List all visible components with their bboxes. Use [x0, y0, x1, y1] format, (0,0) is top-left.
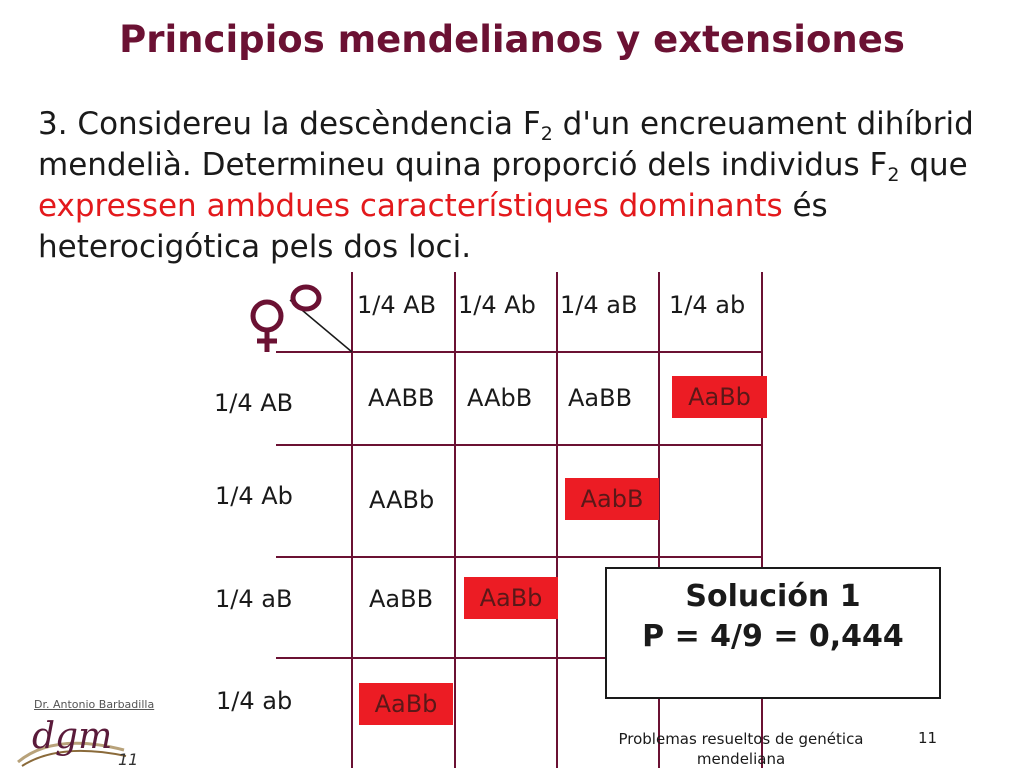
- author-link[interactable]: Dr. Antonio Barbadilla: [34, 698, 155, 711]
- col-header: 1/4 ab: [669, 291, 746, 319]
- solution-value: P = 4/9 = 0,444: [642, 619, 904, 654]
- question-part2: d'un encreuament dihíbrid mendelià. Determineu quina proporció dels individus F: [38, 106, 974, 183]
- slide-title: Principios mendelianos y extensiones: [119, 18, 905, 61]
- question-part3: que: [899, 147, 968, 183]
- solution-title: Solución 1: [685, 579, 861, 614]
- col-header: 1/4 Ab: [458, 291, 536, 319]
- punnett-cell-highlighted: AaBb: [672, 376, 767, 418]
- logo-text: dgm: [32, 716, 113, 757]
- question-part1: 3. Considereu la descèndencia F: [38, 106, 541, 142]
- col-header: 1/4 aB: [560, 291, 638, 319]
- row-header: 1/4 aB: [215, 585, 293, 613]
- punnett-cell-highlighted: AaBb: [359, 683, 453, 725]
- male-symbol-icon: [293, 287, 319, 309]
- question-sub2: 2: [887, 164, 900, 186]
- punnett-cell: AAbB: [467, 384, 533, 412]
- question-part4: és heterocigótica pels dos loci.: [38, 188, 828, 265]
- solution-box: [605, 567, 941, 699]
- question-highlight: expressen ambdues característiques dominants: [38, 188, 783, 224]
- punnett-cell: AaBB: [369, 585, 434, 613]
- row-header: 1/4 Ab: [215, 482, 293, 510]
- female-symbol-icon: [253, 302, 281, 352]
- logo-number: 11: [118, 750, 139, 769]
- dgm-logo: [14, 712, 134, 768]
- question-sub1: 2: [540, 123, 553, 145]
- punnett-cell: AaBB: [568, 384, 633, 412]
- punnett-cell: AABb: [369, 486, 435, 514]
- footer-course: Problemas resueltos de genética mendeliana: [618, 730, 864, 768]
- row-header: 1/4 ab: [216, 687, 293, 715]
- col-header: 1/4 AB: [357, 291, 437, 319]
- punnett-cell-highlighted: AaBb: [464, 577, 558, 619]
- punnett-cell: AABB: [368, 384, 435, 412]
- punnett-cell-highlighted: AabB: [565, 478, 659, 520]
- page-number: 11: [918, 729, 938, 747]
- row-header: 1/4 AB: [214, 389, 294, 417]
